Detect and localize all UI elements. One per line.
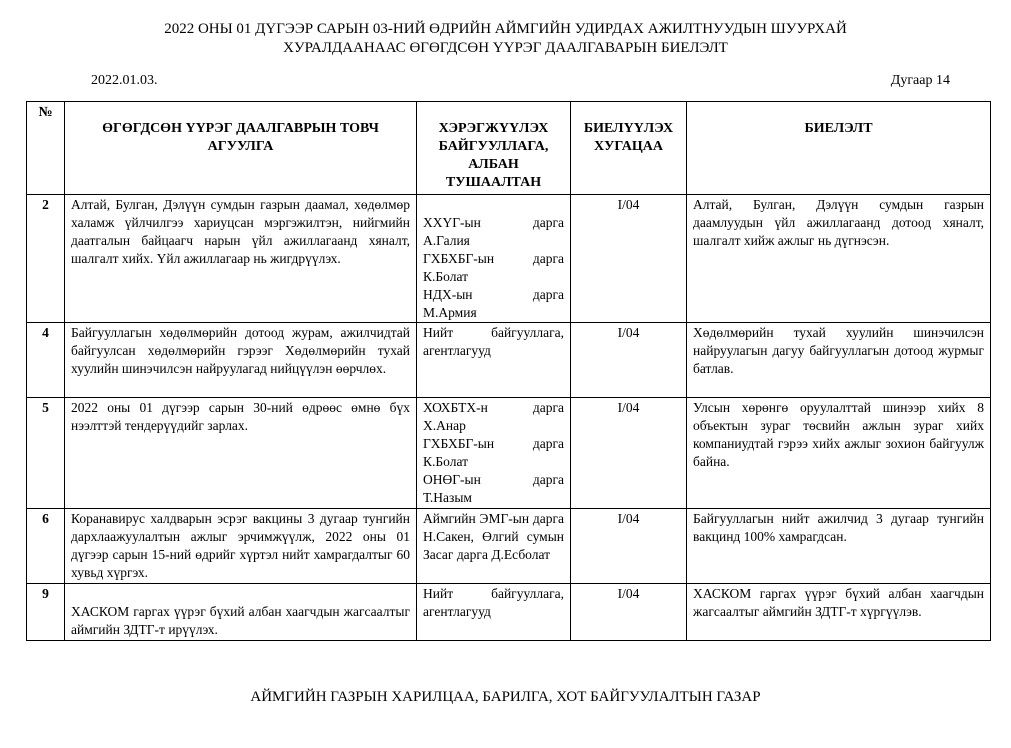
table-row (27, 323, 991, 398)
table-row (27, 398, 991, 509)
responsible-title: дарга (532, 400, 564, 415)
responsible-org: ХХҮГ-ын (423, 215, 481, 230)
column-header-task: ӨГӨГДСӨН ҮҮРЭГ ДААЛГАВРЫН ТОВЧ АГУУЛГА (65, 102, 417, 195)
title-line-2: ХУРАЛДААНААС ӨГӨГДСӨН ҮҮРЭГ ДААЛГАВАРЫН БИЕЛЭЛТ (283, 40, 728, 56)
row-number: 2 (27, 195, 65, 323)
task-cell: Коранавирус халдварын эсрэг вакцины 3 дугаар тунгийн дархлаажуулалтын ажлыг эрчимжүүлж, 2022 оны 01 дүгээр сарын 15-ний өдрийг хүртэл нийт хамрагдалтыг 60 хувьд хүргэх. (65, 509, 417, 584)
task-cell: Байгууллагын хөдөлмөрийн дотоод журам, ажилчидтай байгуулсан хөдөлмөрийн гэрээг Хөдөлмөрийн тухай хуулийн шинэчилсэн найруулагад нийцүүлэн өөрчлөх. (65, 323, 417, 398)
deadline-cell: I/04 (571, 323, 687, 398)
table-row (27, 509, 991, 584)
row-number: 9 (27, 584, 65, 641)
deadline-cell: I/04 (571, 195, 687, 323)
result-cell: Хөдөлмөрийн тухай хуулийн шинэчилсэн найруулагын дагуу байгууллагын дотоод журмыг батлав. (687, 323, 991, 398)
responsible-cell: Аймгийн ЭМГ-ын дарга Н.Сакен, Өлгий сумын Засаг дарга Д.Есболат (417, 509, 571, 584)
responsible-org: ГХБХБГ-ын (423, 436, 495, 451)
responsible-person: К.Болат (423, 454, 468, 469)
task-cell (65, 584, 417, 641)
document-date: 2022.01.03. (91, 73, 158, 88)
table-row (27, 195, 991, 323)
responsible-person: Т.Назым (423, 490, 472, 505)
column-header-result: БИЕЛЭЛТ (687, 102, 991, 195)
responsible-person: М.Армия (423, 305, 477, 320)
responsible-cell (417, 398, 571, 509)
column-header-num: № (27, 102, 65, 195)
task-cell: 2022 оны 01 дүгээр сарын 30-ний өдрөөс өмнө бүх нээлттэй тендерүүдийг зарлах. (65, 398, 417, 509)
responsible-person: Х.Анар (423, 418, 466, 433)
table-header-row (27, 102, 991, 195)
task-cell: Алтай, Булган, Дэлүүн сумдын газрын даамал, хөдөлмөр халамж үйлчилгээ хариуцсан мэргэжилтэн, нийгмийн даатгалын байцаагч нарын үйл ажиллагаанд хяналт, шалгалт хийх. Үйл ажиллагаар нь жигдрүүлэх. (65, 195, 417, 323)
responsible-cell (417, 195, 571, 323)
task-text: ХАСКОМ гаргах үүрэг бүхий албан хаагчдын жагсаалтыг аймгийн ЗДТГ-т ирүүлэх. (71, 604, 410, 637)
responsible-entry (423, 471, 564, 489)
responsible-org: ОНӨГ-ын (423, 472, 481, 487)
responsible-title: дарга (532, 215, 564, 230)
result-cell: Улсын хөрөнгө оруулалттай шинээр хийх 8 объектын зураг төсвийн ажлын зураг хийх компаниудтай гэрээ хийх ажлыг зохион байгуулж байна. (687, 398, 991, 509)
responsible-title: дарга (532, 287, 564, 302)
responsible-title: дарга (532, 251, 564, 266)
row-number: 4 (27, 323, 65, 398)
responsible-cell: Нийт байгууллага, агентлагууд (417, 323, 571, 398)
responsible-title: дарга (532, 472, 564, 487)
responsible-title: дарга (532, 436, 564, 451)
responsible-org: НДХ-ын (423, 287, 473, 302)
responsible-person: К.Болат (423, 269, 468, 284)
department-footer: АЙМГИЙН ГАЗРЫН ХАРИЛЦАА, БАРИЛГА, ХОТ БАЙГУУЛАЛТЫН ГАЗАР (250, 689, 761, 705)
column-header-responsible: ХЭРЭГЖҮҮЛЭХ БАЙГУУЛЛАГА, АЛБАН ТУШААЛТАН (417, 102, 571, 195)
responsible-org: ХОХБТХ-н (423, 400, 488, 415)
tasks-table (26, 101, 991, 641)
row-number: 5 (27, 398, 65, 509)
responsible-entry (423, 399, 564, 417)
result-cell: Алтай, Булган, Дэлүүн сумдын газрын даамлуудын үйл ажиллагаанд дотоод хяналт, шалгалт хийж ажлыг нь дүгнэсэн. (687, 195, 991, 323)
result-cell: ХАСКОМ гаргах үүрэг бүхий албан хаагчдын жагсаалтыг аймгийн ЗДТГ-т хүргүүлэв. (687, 584, 991, 641)
table-row (27, 584, 991, 641)
responsible-entry (423, 286, 564, 304)
deadline-cell: I/04 (571, 509, 687, 584)
title-line-1: 2022 ОНЫ 01 ДҮГЭЭР САРЫН 03-НИЙ ӨДРИЙН АЙМГИЙН УДИРДАХ АЖИЛТНУУДЫН ШУУРХАЙ (164, 21, 847, 37)
document-number: Дугаар 14 (890, 73, 950, 88)
deadline-cell: I/04 (571, 584, 687, 641)
column-header-deadline: БИЕЛҮҮЛЭХ ХУГАЦАА (571, 102, 687, 195)
responsible-cell: Нийт байгууллага, агентлагууд (417, 584, 571, 641)
row-number: 6 (27, 509, 65, 584)
responsible-entry (423, 214, 564, 232)
responsible-entry (423, 250, 564, 268)
responsible-org: ГХБХБГ-ын (423, 251, 495, 266)
responsible-entry (423, 435, 564, 453)
deadline-cell: I/04 (571, 398, 687, 509)
document-title (0, 20, 1011, 58)
result-cell: Байгууллагын нийт ажилчид 3 дугаар тунгийн вакцинд 100% хамрагдсан. (687, 509, 991, 584)
responsible-person: А.Галия (423, 233, 470, 248)
